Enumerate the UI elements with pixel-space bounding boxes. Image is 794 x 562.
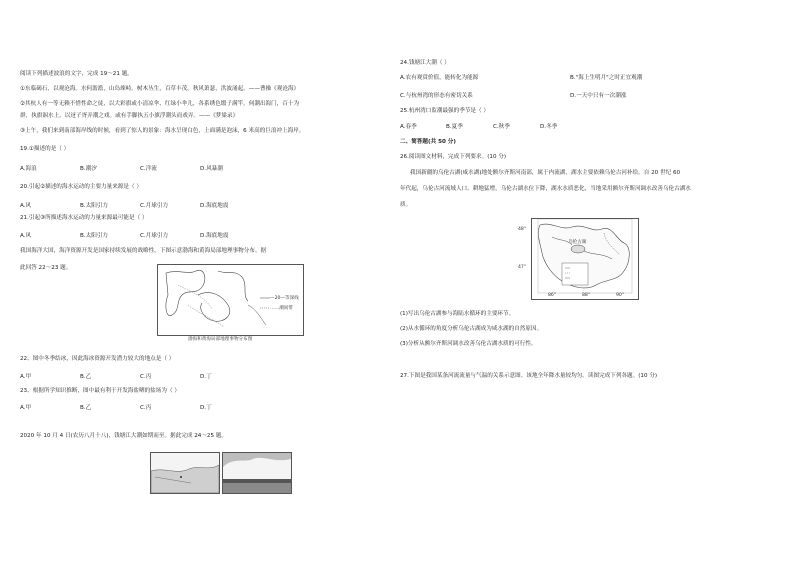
lake-label: 乌伦古湖	[568, 240, 587, 245]
q21-option-a: A.风	[20, 233, 32, 239]
q23-option-c: C.丙	[140, 405, 152, 411]
q26-sub-1: (1)写出乌伦古湖参与海陆水循环的主要环节。	[400, 311, 515, 317]
q26-sub-2: (2)从水循环的角度分析乌伦古湖成为咸水湖的自然原因。	[400, 326, 543, 332]
q23-option-b: B.乙	[80, 405, 92, 411]
map1-caption: 渤海和黄海局部地理事物分布图	[188, 337, 253, 342]
q21-option-d: D.海底地震	[200, 233, 229, 239]
lon-90: 90°	[616, 293, 625, 298]
question-23: 23、根据所学知识推断，图中最有利于开发海盐晒的盐场为（ ）	[20, 388, 180, 394]
q24-option-b: B."海上生明月"之时正宜观潮	[570, 75, 643, 81]
map1-legend-depth: —20—等深线	[270, 296, 299, 301]
section-2-heading: 二、简答题(共 50 分)	[400, 139, 456, 145]
context-22-23-line1: 我国海洋大国，海洋资源开发是国家持续发展的战略性。下图示意渤海和黄海局部地理事物分布。据	[20, 248, 267, 254]
q21-option-c: C.月球引力	[140, 233, 169, 239]
tidal-bore-photo-svg	[223, 453, 291, 493]
q19-option-b: B.潮汐	[80, 166, 97, 172]
lon-86: 86°	[548, 293, 557, 298]
q22-option-c: C.丙	[140, 374, 152, 380]
qiantang-map	[150, 452, 220, 494]
q25-option-c: C.秋季	[493, 124, 510, 130]
q23-option-d: D.丁	[200, 405, 212, 411]
passage-3: ③上午，我们来到南部海岸线的时候，看到了惊人的景象：海水呈现白色，上面满是泡沫，6 米高的巨浪冲上海岸。	[20, 128, 305, 134]
question-21: 21.引起③所描述海水运动的力量来源最可能是（ ）	[20, 215, 148, 221]
q24-option-d: D.一天中只有一次潮涨	[570, 93, 627, 99]
passage-2-line1: ②其杭人有一等无赖不惜性命之徒，以大彩旗或小清凉伞、红绿小伞儿，各系绣色缎子满竿，伺潮出海门，百十为	[20, 101, 300, 107]
q22-option-b: B.乙	[80, 374, 92, 380]
q25-option-b: B.夏季	[446, 124, 463, 130]
lat-48: 48°	[518, 227, 527, 232]
ulungur-lake-map	[518, 218, 639, 300]
lat-47: 47°	[518, 265, 527, 270]
passage-1: ①东临碣石，以观沧海。水何澹澹，山岛竦峙。树木丛生，百草丰茂。秋风萧瑟，洪波涌起。——曹操《观沧海》	[20, 86, 300, 92]
question-27: 27.下图是我国某条河流流量与气温的关系示意图。该地全年降水量较均匀。读图完成下列各题。(10 分)	[400, 373, 658, 379]
passage-2-line2: 群，执旗泅水上，以迓子胥弄潮之戏。或有手脚执五小旗浮潮头而戏弄。——《梦粱录》	[20, 113, 239, 119]
q19-option-a: A.海浪	[20, 166, 37, 172]
q21-option-b: B.太阳引力	[80, 233, 108, 239]
question-24: 24.钱塘江大潮（ ）	[400, 60, 450, 66]
q26-material-line2: 年代起，乌伦古河流域人口、耕地猛增，乌伦古湖水位下降，湖水水质恶化，当地采用额尔齐斯河调水改善乌伦古湖水	[400, 186, 691, 192]
intro-text: 阅读下列描述波浪的文字，完成 19～21 题。	[20, 71, 133, 77]
q22-option-a: A.甲	[20, 374, 32, 380]
q20-option-d: D.海底地震	[200, 203, 229, 209]
bohai-map-figure	[157, 264, 304, 336]
qiantang-map-svg	[151, 453, 219, 493]
q20-option-a: A.风	[20, 203, 32, 209]
q20-option-c: C.月球引力	[140, 203, 169, 209]
context-22-23-line2: 此回答 22～23 题。	[20, 265, 72, 271]
q23-option-a: A.甲	[20, 405, 32, 411]
q26-sub-3: (3)分析从额尔齐斯河调水改善乌伦古湖水质的可行性。	[400, 341, 537, 347]
lon-88: 88°	[582, 293, 591, 298]
tidal-bore-photo	[222, 452, 292, 494]
q20-option-b: B.太阳引力	[80, 203, 108, 209]
question-19: 19.①描述的是（ ）	[20, 146, 70, 152]
question-22: 22、图中冬季结冰，因此海冰资源开发潜力较大的地点是（ ）	[20, 356, 175, 362]
q26-material-line3: 质。	[400, 202, 412, 208]
q26-material-line1: 我国新疆的乌伦古湖(咸水湖)地处额尔齐斯河南部，属于内流湖，湖水主要依赖乌伦古河补给。自 20 世纪 60	[410, 170, 681, 176]
q25-option-d: D.冬季	[540, 124, 558, 130]
q25-option-a: A.春季	[400, 124, 417, 130]
q24-option-a: A.农有观赏价值，能转化为能源	[400, 75, 479, 81]
question-25: 25.杭州湾口监潮最强的季节是（ ）	[400, 108, 489, 114]
q22-option-d: D.丁	[200, 374, 212, 380]
context-24-25: 2020 年 10 月 4 日(农历八月十八)，钱塘江大潮如期而至。据此完成 24～25 题。	[20, 433, 227, 439]
question-20: 20.引起②描述的海水运动的主要力量来源是（ ）	[20, 184, 142, 190]
ulungur-map-svg	[532, 219, 638, 299]
q24-option-c: C.与杭州湾的形态有密切关系	[400, 93, 473, 99]
question-26: 26.阅读图文材料，完成下列要求。(10 分)	[400, 154, 507, 160]
q19-option-c: C.洋流	[140, 166, 157, 172]
q19-option-d: D.风暴潮	[200, 166, 223, 172]
map1-legend-tidal: ……潮间带	[270, 306, 293, 311]
